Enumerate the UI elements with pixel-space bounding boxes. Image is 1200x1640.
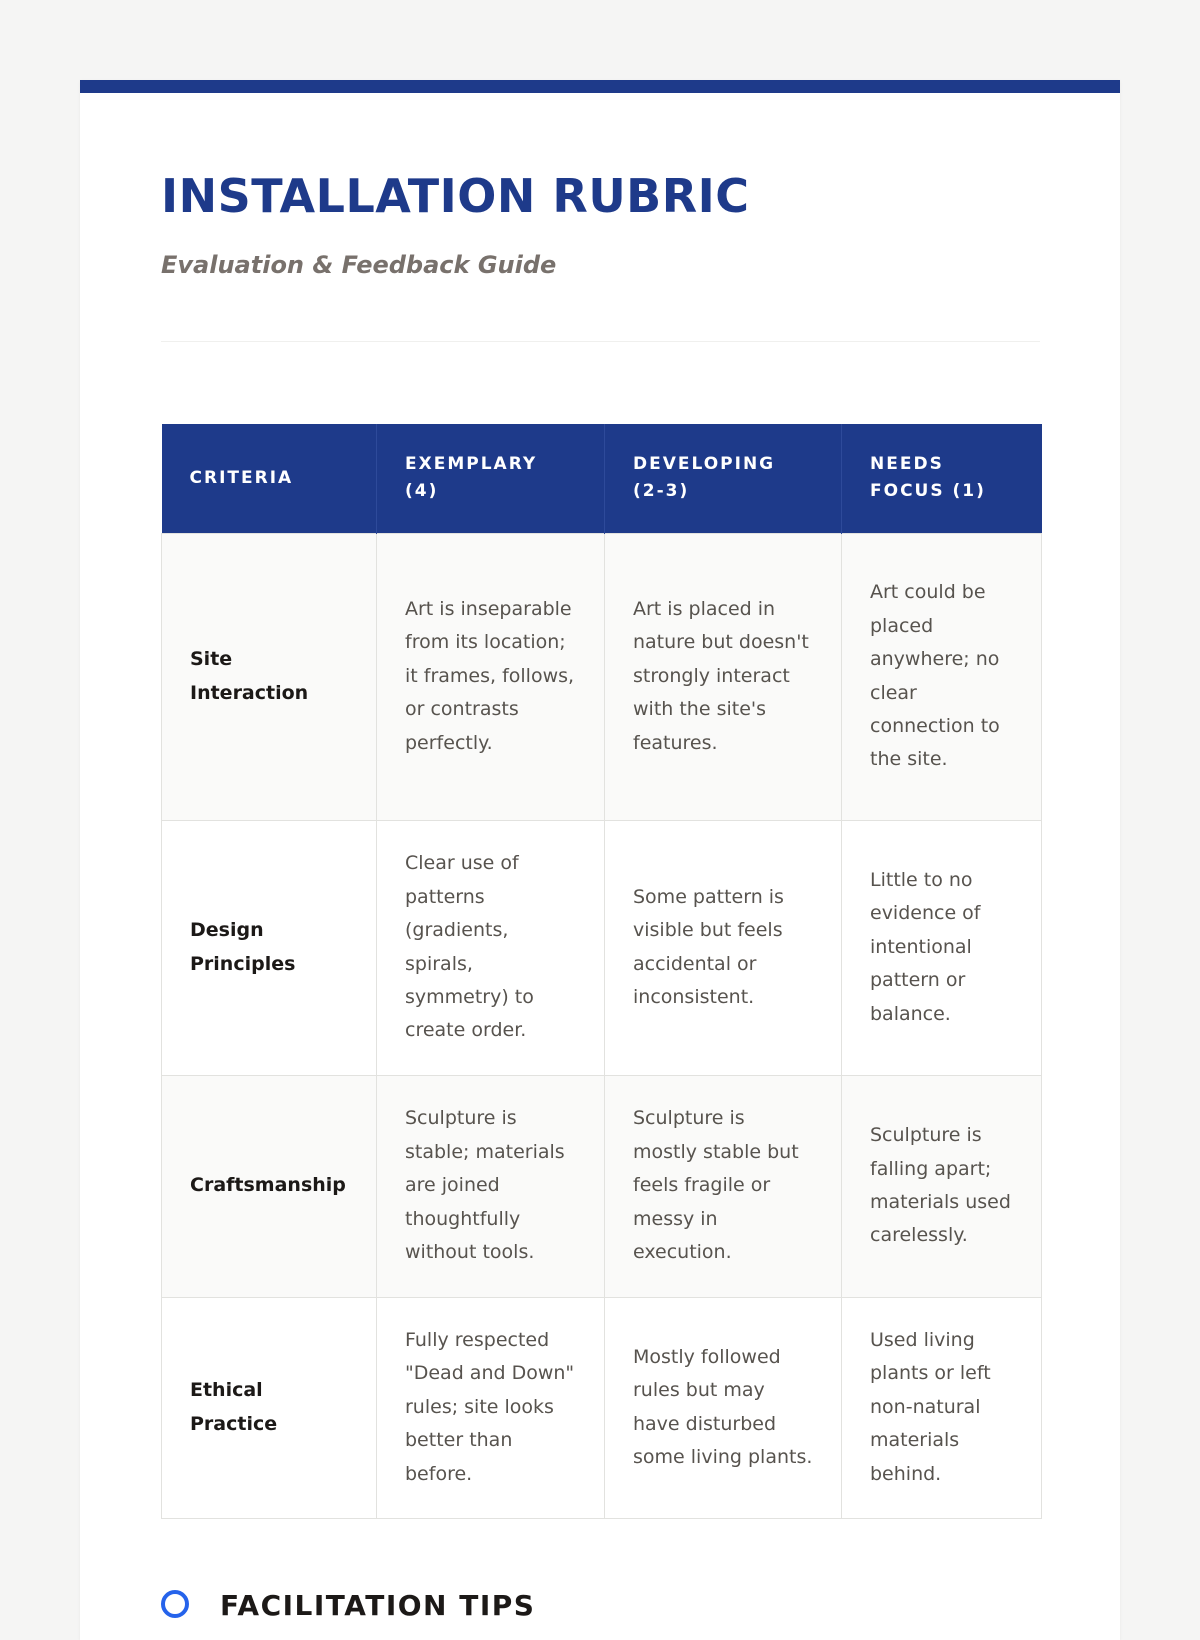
column-header-needs-focus: NEEDS FOCUS (1) (842, 424, 1042, 533)
rubric-card (80, 80, 1120, 1640)
criteria-cell: Site Interaction (162, 533, 377, 820)
column-header-exemplary: EXEMPLARY (4) (377, 424, 605, 533)
exemplary-cell: Fully respected "Dead and Down" rules; site looks better than before. (377, 1297, 605, 1518)
column-header-developing: DEVELOPING (2-3) (605, 424, 842, 533)
table-row (162, 1297, 1042, 1518)
needs-focus-cell: Art could be placed anywhere; no clear connection to the site. (842, 533, 1042, 820)
table-row (162, 1075, 1042, 1297)
rubric-table (161, 424, 1042, 1519)
header-divider (161, 341, 1040, 342)
needs-focus-cell: Little to no evidence of intentional pattern or balance. (842, 820, 1042, 1075)
rubric-header-row (162, 424, 1042, 533)
tips-title: FACILITATION TIPS (220, 1589, 536, 1622)
criteria-cell: Ethical Practice (162, 1297, 377, 1518)
exemplary-cell: Art is inseparable from its location; it frames, follows, or contrasts perfectly. (377, 533, 605, 820)
exemplary-cell: Sculpture is stable; materials are joined thoughtfully without tools. (377, 1075, 605, 1297)
lightbulb-icon (161, 1590, 189, 1618)
needs-focus-cell: Sculpture is falling apart; materials used carelessly. (842, 1075, 1042, 1297)
page-subtitle: Evaluation & Feedback Guide (161, 251, 557, 279)
table-row (162, 820, 1042, 1075)
table-row (162, 533, 1042, 820)
developing-cell: Sculpture is mostly stable but feels fragile or messy in execution. (605, 1075, 842, 1297)
criteria-cell: Design Principles (162, 820, 377, 1075)
needs-focus-cell: Used living plants or left non-natural materials behind. (842, 1297, 1042, 1518)
developing-cell: Some pattern is visible but feels accidental or inconsistent. (605, 820, 842, 1075)
exemplary-cell: Clear use of patterns (gradients, spirals, symmetry) to create order. (377, 820, 605, 1075)
page-title: INSTALLATION RUBRIC (161, 169, 750, 223)
developing-cell: Art is placed in nature but doesn't strongly interact with the site's features. (605, 533, 842, 820)
criteria-cell: Craftsmanship (162, 1075, 377, 1297)
developing-cell: Mostly followed rules but may have disturbed some living plants. (605, 1297, 842, 1518)
column-header-criteria: CRITERIA (162, 424, 377, 533)
